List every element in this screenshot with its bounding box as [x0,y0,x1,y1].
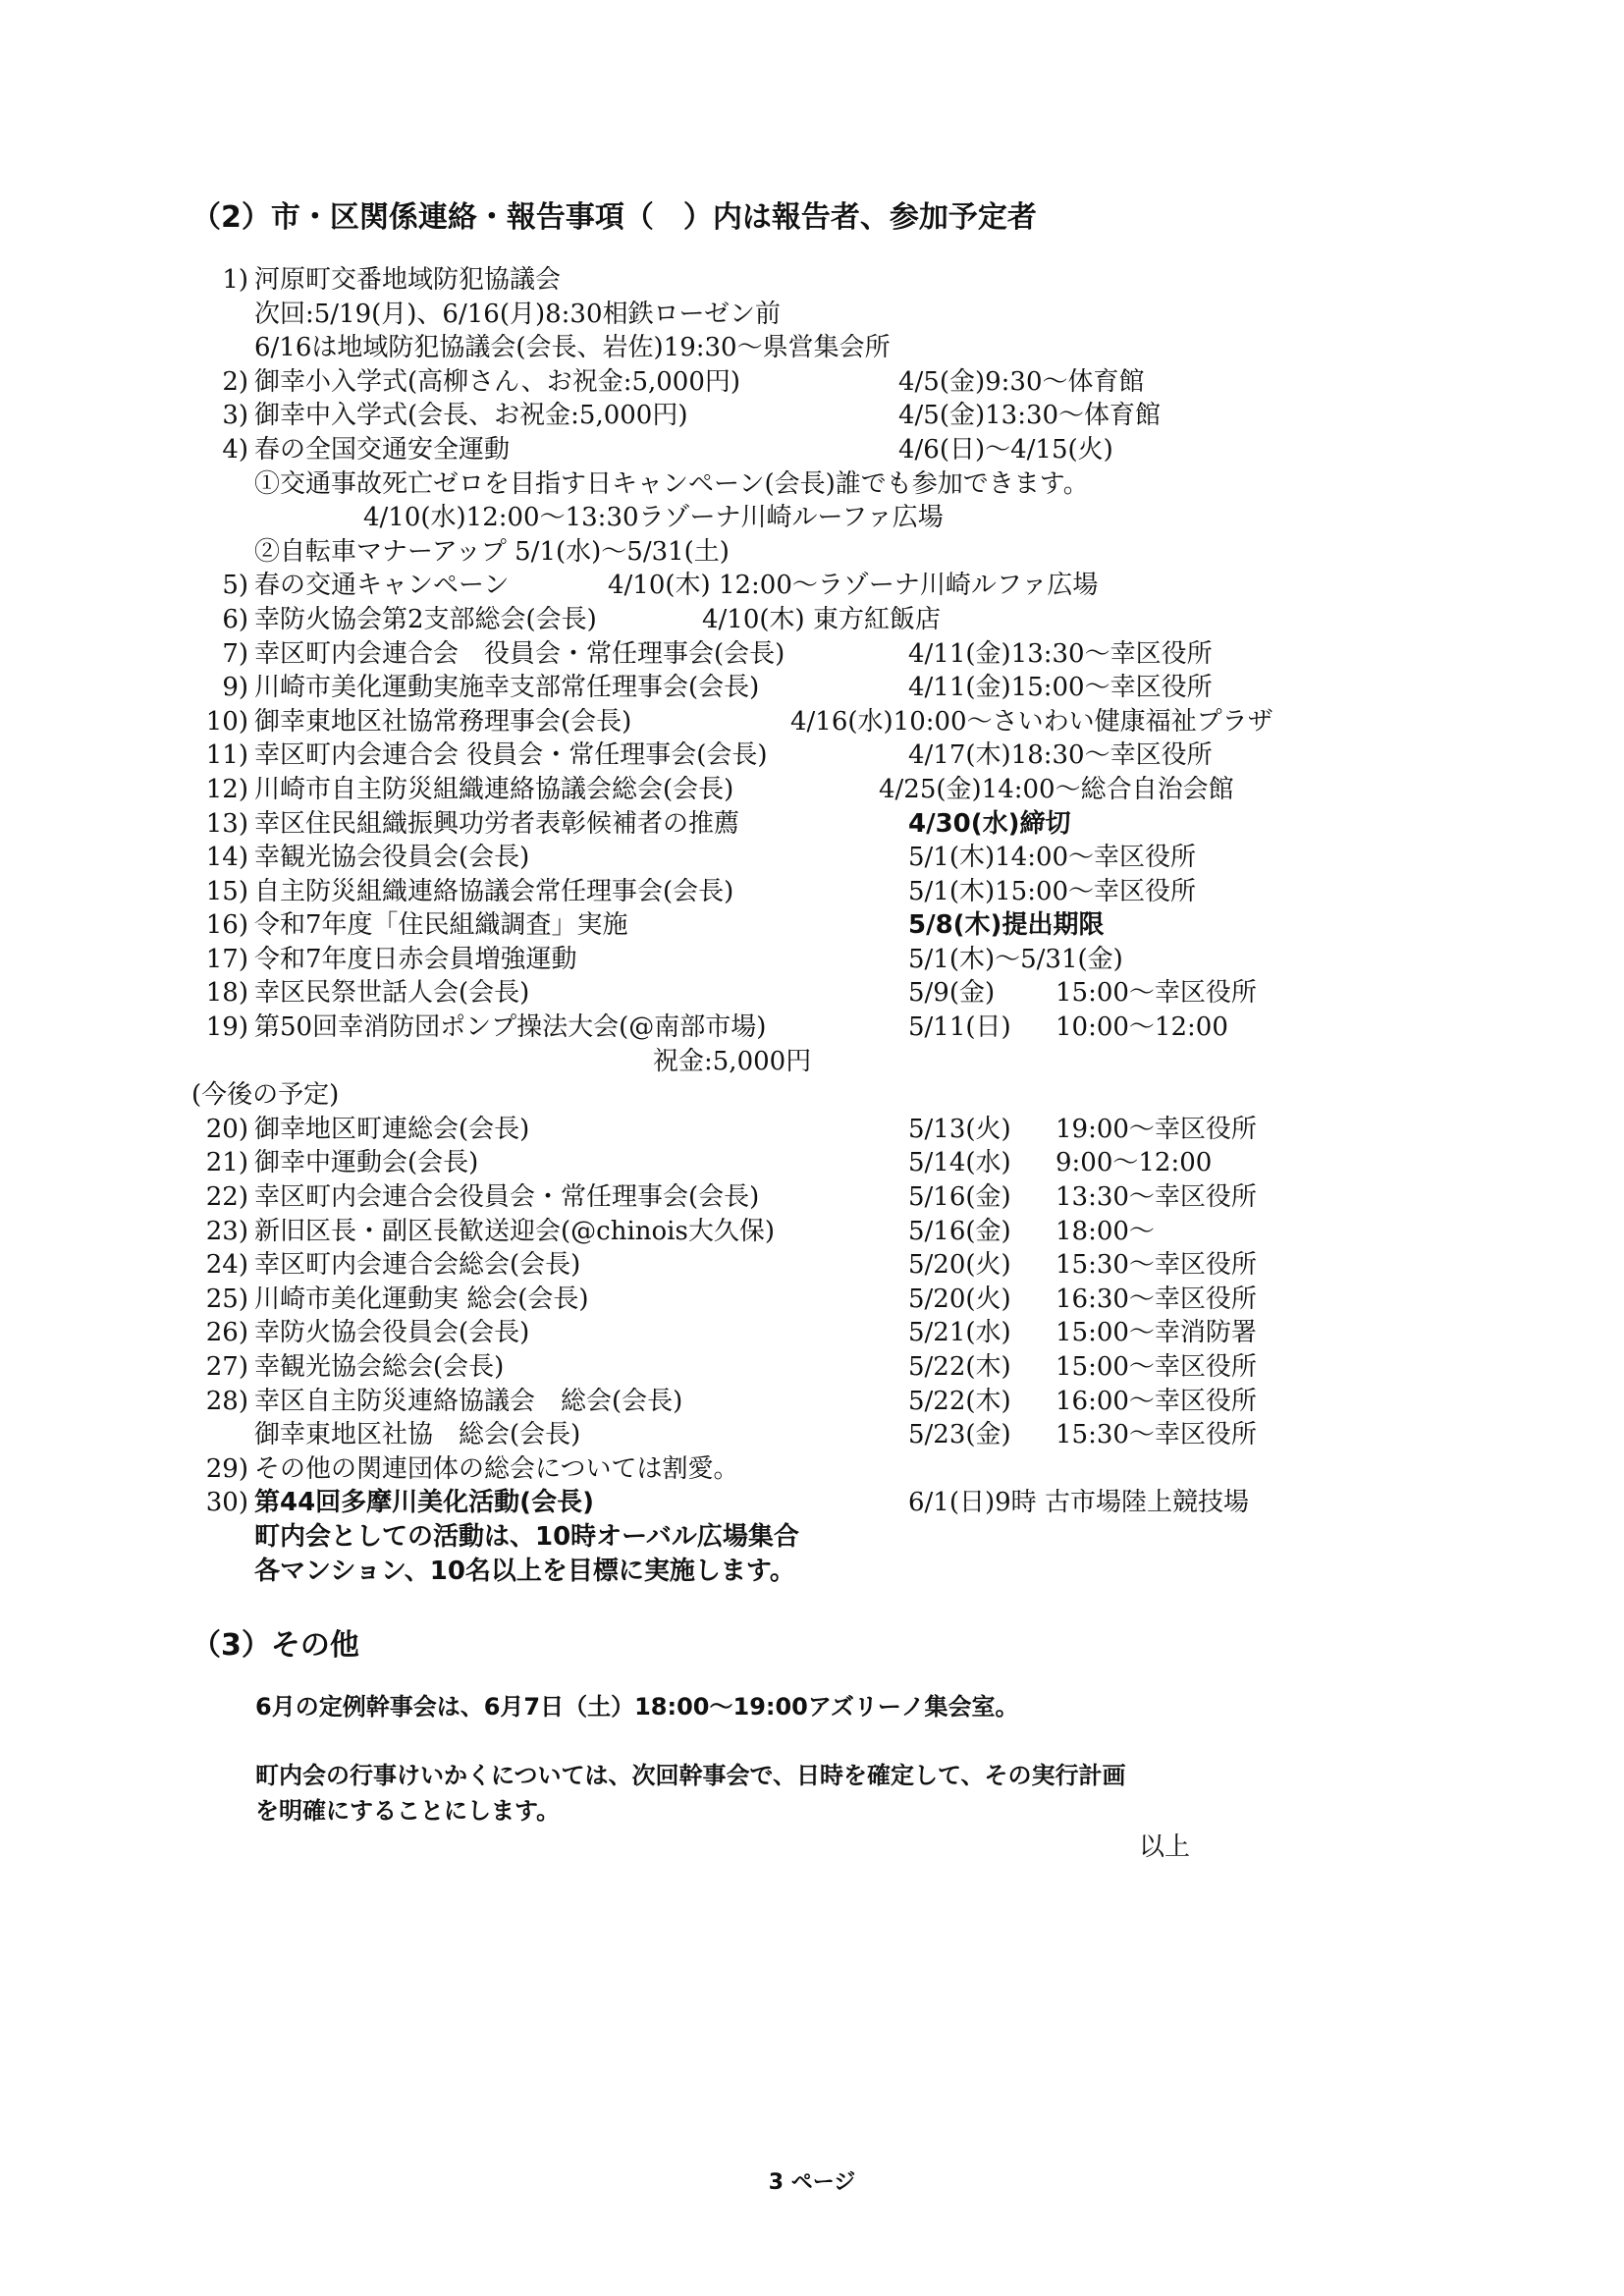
item-text: 河原町交番地域防犯協議会 [254,265,562,295]
item-schedule: 4/11(金)15:00～幸区役所 [908,673,1213,703]
item-date: 5/14(水) [908,1148,1011,1178]
item-time: 18:00～ [1056,1216,1155,1246]
item-text: 幸観光協会総会(会長) [254,1352,505,1382]
page-number: 3 ページ [768,2170,856,2195]
item-date: 5/13(火) [908,1114,1011,1144]
item-number: 29) [205,1453,248,1484]
item-schedule: 6/1(日)9時 古市場陸上競技場 [908,1488,1249,1518]
item-number: 28) [205,1386,248,1416]
list-item [191,1350,1429,1385]
item-date: 5/11(日) [908,1012,1011,1043]
item-text: ②自転車マナーアップ 5/1(水)～5/31(土) [254,536,730,567]
item-date: 5/20(火) [908,1284,1011,1314]
item-date: 5/16(金) [908,1216,1011,1246]
plan-note-line: を明確にすることにします。 [255,1797,561,1825]
item-text: 幸区町内会連合会 役員会・常任理事会(会長) [254,740,768,771]
item-text: 令和7年度日赤会員増強運動 [254,944,577,974]
item-number: 23) [205,1216,248,1246]
item-text: 自主防災組織連絡協議会常任理事会(会長) [254,876,734,906]
list-item [191,535,1429,570]
list-item [191,807,1429,842]
item-date: 5/9(金) [908,978,996,1009]
item-text: 幸区住民組織振興功労者表彰候補者の推薦 [254,808,740,839]
item-number: 13) [205,808,248,839]
list-item [191,1520,1429,1555]
item-number: 15) [205,876,248,906]
item-time: 15:00～幸区役所 [1056,978,1257,1009]
item-number: 12) [205,774,248,804]
list-item [191,263,1429,298]
item-text: ①交通事故死亡ゼロを目指す日キャンペーン(会長)誰でも参加できます。 [254,468,1089,499]
item-time: 15:30～幸区役所 [1056,1250,1257,1281]
item-text: 幸区町内会連合会 役員会・常任理事会(会長) [254,638,785,669]
item-text: 令和7年度「住民組織調査」実施 [254,910,628,941]
list-item [191,467,1429,502]
item-text: 祝金:5,000円 [653,1046,812,1076]
item-date: 5/22(木) [908,1352,1011,1382]
item-schedule: 4/10(木) 12:00～ラゾーナ川崎ルファ広場 [608,571,1099,601]
item-text: 幸観光協会役員会(会長) [254,843,530,873]
item-date: 5/22(木) [908,1386,1011,1416]
list-item [191,365,1429,400]
list-item [191,1045,1429,1079]
item-schedule: 4/5(金)9:30～体育館 [898,366,1145,397]
item-text: 川崎市美化運動実 総会(会長) [254,1284,589,1314]
item-schedule: 4/10(木) 東方紅飯店 [702,604,941,634]
item-time: 15:00～幸消防署 [1056,1318,1257,1348]
item-number: 11) [205,740,248,771]
item-text: 幸防火協会第2支部総会(会長) [254,604,597,634]
item-date: 5/23(金) [908,1420,1011,1450]
item-number: 24) [205,1250,248,1281]
future-label-row [191,1078,1429,1113]
item-number: 5) [222,571,248,601]
item-schedule: 4/11(金)13:30～幸区役所 [908,638,1213,669]
list-item [191,1418,1429,1452]
item-time: 13:30～幸区役所 [1056,1182,1257,1213]
section-2-heading: （2）市・区関係連絡・報告事項（ ）内は報告者、参加予定者 [191,200,1037,235]
item-text: 幸区町内会連合会役員会・常任理事会(会長) [254,1182,760,1213]
item-number: 3) [222,401,248,431]
list-item [191,433,1429,467]
item-schedule: 5/1(木)～5/31(金) [908,944,1123,974]
list-item [191,976,1429,1011]
item-date: 5/16(金) [908,1182,1011,1213]
item-number: 22) [205,1182,248,1213]
list-item [191,331,1429,365]
item-text: 御幸中運動会(会長) [254,1148,479,1178]
item-number: 19) [205,1012,248,1043]
list-item [191,943,1429,977]
item-deadline: 4/30(水)締切 [908,808,1071,839]
item-text: 第44回多摩川美化活動(会長) [254,1488,594,1518]
list-item [191,738,1429,773]
item-time: 10:00～12:00 [1056,1012,1228,1043]
item-schedule: 5/1(木)14:00～幸区役所 [908,843,1197,873]
list-item [191,1180,1429,1215]
item-text: 川崎市自主防災組織連絡協議会総会(会長) [254,774,734,804]
item-text: 春の全国交通安全運動 [254,434,511,465]
item-number: 17) [205,944,248,974]
plan-note-line: 町内会の行事けいかくについては、次回幹事会で、日時を確定して、その実行計画 [255,1762,1126,1789]
item-text: 春の交通キャンペーン [254,571,510,601]
item-text: 次回:5/19(月)、6/16(月)8:30相鉄ローゼン前 [254,299,781,329]
item-schedule: 5/1(木)15:00～幸区役所 [908,876,1197,906]
list-item [191,841,1429,875]
list-item [191,1452,1429,1487]
item-number: 6) [222,604,248,634]
item-number: 26) [205,1318,248,1348]
item-number: 9) [222,673,248,703]
item-schedule: 4/16(水)10:00～さいわい健康福祉プラザ [790,706,1273,737]
item-number: 30) [205,1488,248,1518]
item-text: 川崎市美化運動実施幸支部常任理事会(会長) [254,673,760,703]
list-item [191,1486,1429,1520]
list-item [191,569,1429,603]
item-number: 20) [205,1114,248,1144]
item-text: 御幸東地区社協 総会(会長) [254,1420,581,1450]
item-schedule: 4/25(金)14:00～総合自治会館 [879,774,1234,804]
list-item [191,399,1429,433]
list-item [191,1316,1429,1350]
item-note: 各マンション、10名以上を目標に実施します。 [254,1556,795,1586]
item-time: 19:00～幸区役所 [1056,1114,1257,1144]
item-number: 1) [222,265,248,295]
item-number: 27) [205,1352,248,1382]
item-schedule: 4/5(金)13:30～体育館 [898,401,1162,431]
item-text: その他の関連団体の総会については割愛。 [254,1453,739,1484]
list-item [191,671,1429,705]
item-number: 7) [222,638,248,669]
item-date: 5/21(水) [908,1318,1011,1348]
list-item [191,603,1429,637]
item-number: 14) [205,843,248,873]
item-time: 16:30～幸区役所 [1056,1284,1257,1314]
section-3-heading: （3）その他 [191,1628,359,1663]
item-text: 新旧区長・副区長歓送迎会(@chinois大久保) [254,1216,775,1246]
item-number: 16) [205,910,248,941]
list-item [191,705,1429,739]
item-time: 16:00～幸区役所 [1056,1386,1257,1416]
item-number: 10) [205,706,248,737]
item-note: 町内会としての活動は、10時オーバル広場集合 [254,1521,799,1552]
item-number: 21) [205,1148,248,1178]
item-text: 第50回幸消防団ポンプ操法大会(@南部市場) [254,1012,767,1043]
list-item [191,298,1429,332]
list-item [191,1283,1429,1317]
list-item [191,1555,1429,1589]
list-item [191,908,1429,943]
item-text: 4/10(水)12:00～13:30ラゾーナ川崎ルーファ広場 [363,503,944,533]
list-item [191,1011,1429,1045]
item-number: 2) [222,366,248,397]
item-text: 御幸中入学式(会長、お祝金:5,000円) [254,401,688,431]
item-text: 幸区自主防災連絡協議会 総会(会長) [254,1386,683,1416]
item-time: 15:00～幸区役所 [1056,1352,1257,1382]
item-date: 5/20(火) [908,1250,1011,1281]
item-text: 幸区民祭世話人会(会長) [254,978,530,1009]
item-text: 幸区町内会連合会総会(会長) [254,1250,581,1281]
item-time: 9:00～12:00 [1056,1148,1213,1178]
item-time: 15:30～幸区役所 [1056,1420,1257,1450]
report-items-list [191,263,1429,1588]
item-number: 18) [205,978,248,1009]
item-schedule: 4/17(木)18:30～幸区役所 [908,740,1213,771]
item-schedule: 4/6(日)～4/15(火) [898,434,1113,465]
list-item [191,1146,1429,1180]
meeting-note: 6月の定例幹事会は、6月7日（土）18:00～19:00アズリーノ集会室。 [255,1693,1019,1721]
closing-mark: 以上 [1139,1832,1191,1862]
list-item [191,773,1429,807]
list-item [191,501,1429,535]
item-deadline: 5/8(木)提出期限 [908,910,1105,941]
list-item [191,1113,1429,1147]
list-item [191,1215,1429,1249]
item-text: 御幸東地区社協常務理事会(会長) [254,706,632,737]
item-number: 25) [205,1284,248,1314]
list-item-struck [191,1385,1429,1419]
list-item [191,637,1429,672]
item-number: 4) [222,434,248,465]
item-text: 御幸地区町連総会(会長) [254,1114,530,1144]
item-text: 御幸小入学式(高柳さん、お祝金:5,000円) [254,366,741,397]
list-item [191,875,1429,909]
future-schedule-label: (今後の予定) [191,1080,340,1111]
item-text: 6/16は地域防犯協議会(会長、岩佐)19:30～県営集会所 [254,333,891,363]
item-text: 幸防火協会役員会(会長) [254,1318,530,1348]
list-item [191,1248,1429,1283]
